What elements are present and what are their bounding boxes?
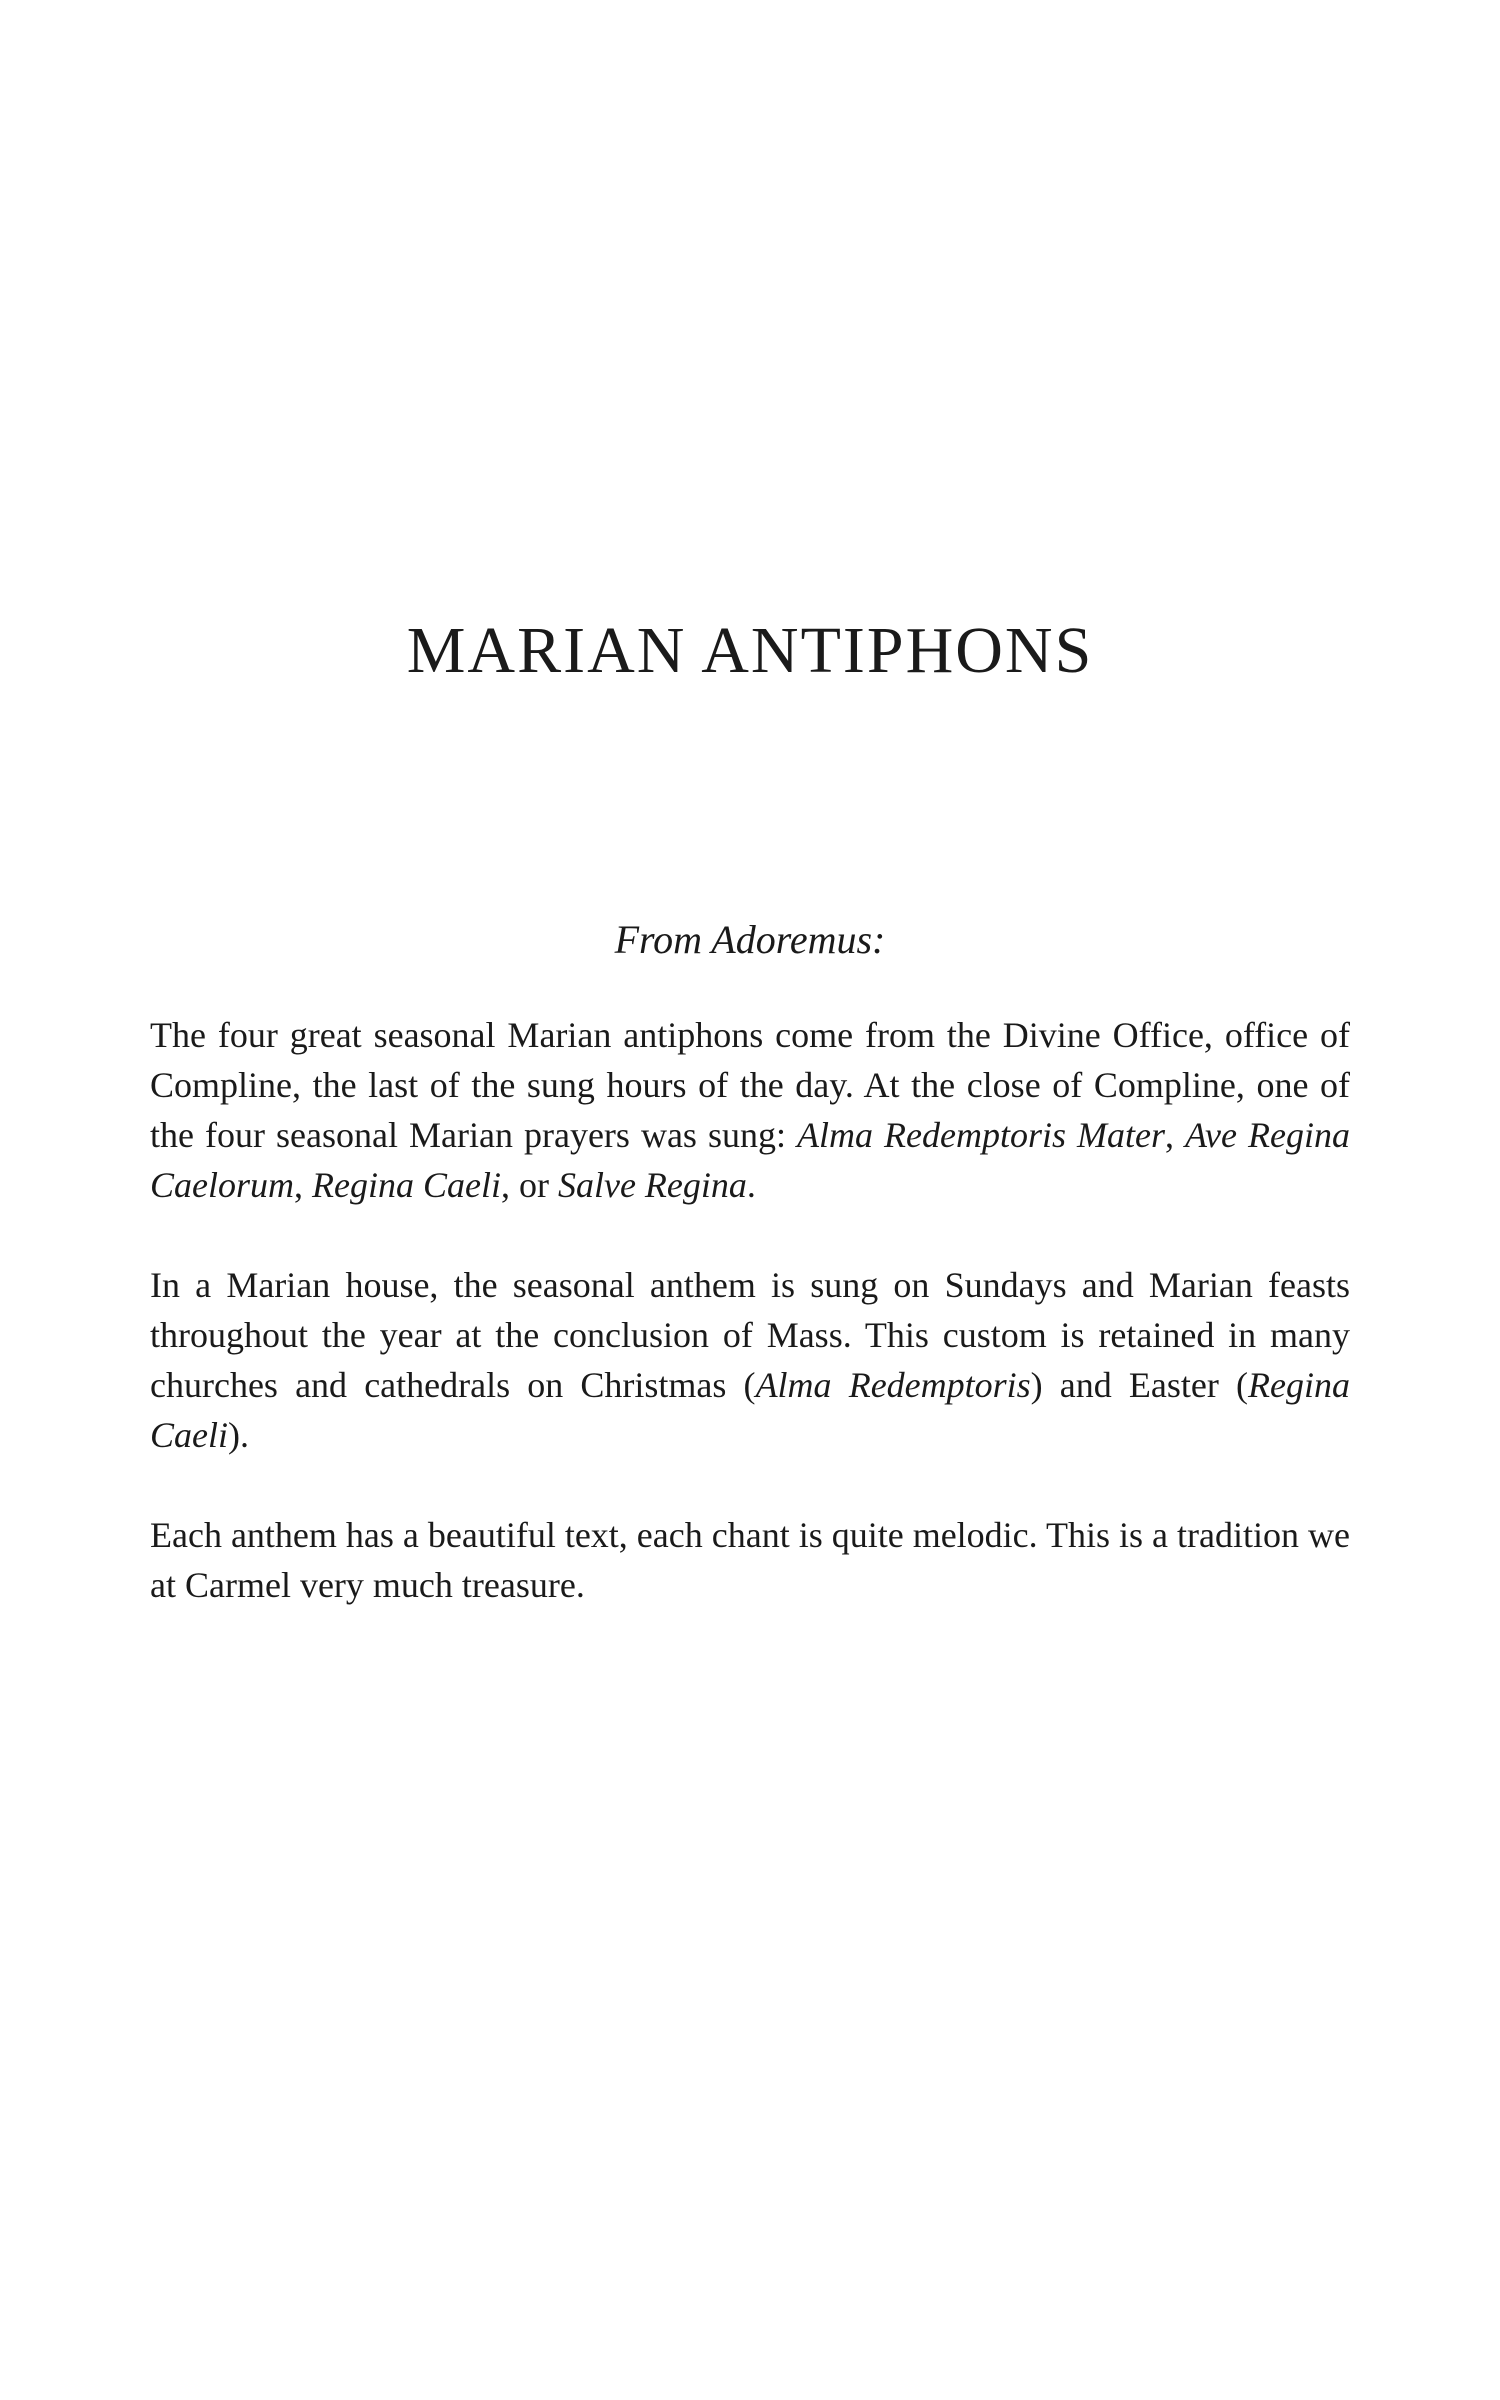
antiphon-title: Alma Redemptoris bbox=[755, 1365, 1031, 1405]
page-title: MARIAN ANTIPHONS bbox=[406, 614, 1094, 687]
antiphon-title: Regina Caeli bbox=[312, 1165, 501, 1205]
paragraph-1-text: The four great seasonal Marian antiphons come from the Divine Office, office of Compline, the last of the sung hours of the day. At the close of Compline, one of the four seasonal Marian prayers was sung: bbox=[150, 1015, 1350, 1155]
paragraph-3 bbox=[150, 1510, 1350, 1610]
separator: ). bbox=[228, 1415, 249, 1455]
body-text bbox=[150, 1010, 1350, 1660]
paragraph-2-text: ) and Easter ( bbox=[1030, 1365, 1249, 1405]
source-attribution: From Adoremus: bbox=[614, 917, 886, 962]
paragraph-3-text: Each anthem has a beautiful text, each chant is quite melodic. This is a tradition we at Carmel very much treasure. bbox=[150, 1515, 1350, 1605]
antiphon-title: Regina Caeli bbox=[150, 1365, 1350, 1455]
paragraph-1 bbox=[150, 1010, 1350, 1210]
separator: . bbox=[746, 1165, 756, 1205]
separator: , bbox=[294, 1165, 312, 1205]
separator: , or bbox=[500, 1165, 558, 1205]
antiphon-title: Salve Regina bbox=[557, 1165, 747, 1205]
paragraph-2 bbox=[150, 1260, 1350, 1460]
separator: , bbox=[1165, 1115, 1186, 1155]
paragraph-2-text: In a Marian house, the seasonal anthem is sung on Sundays and Marian feasts throughout the year at the conclusion of Mass. This custom is retained in many churches and cathedrals on Christmas ( bbox=[150, 1265, 1350, 1405]
antiphon-title: Alma Redemptoris Mater bbox=[797, 1115, 1166, 1155]
antiphon-title: Ave Regina Caelorum bbox=[150, 1115, 1351, 1205]
